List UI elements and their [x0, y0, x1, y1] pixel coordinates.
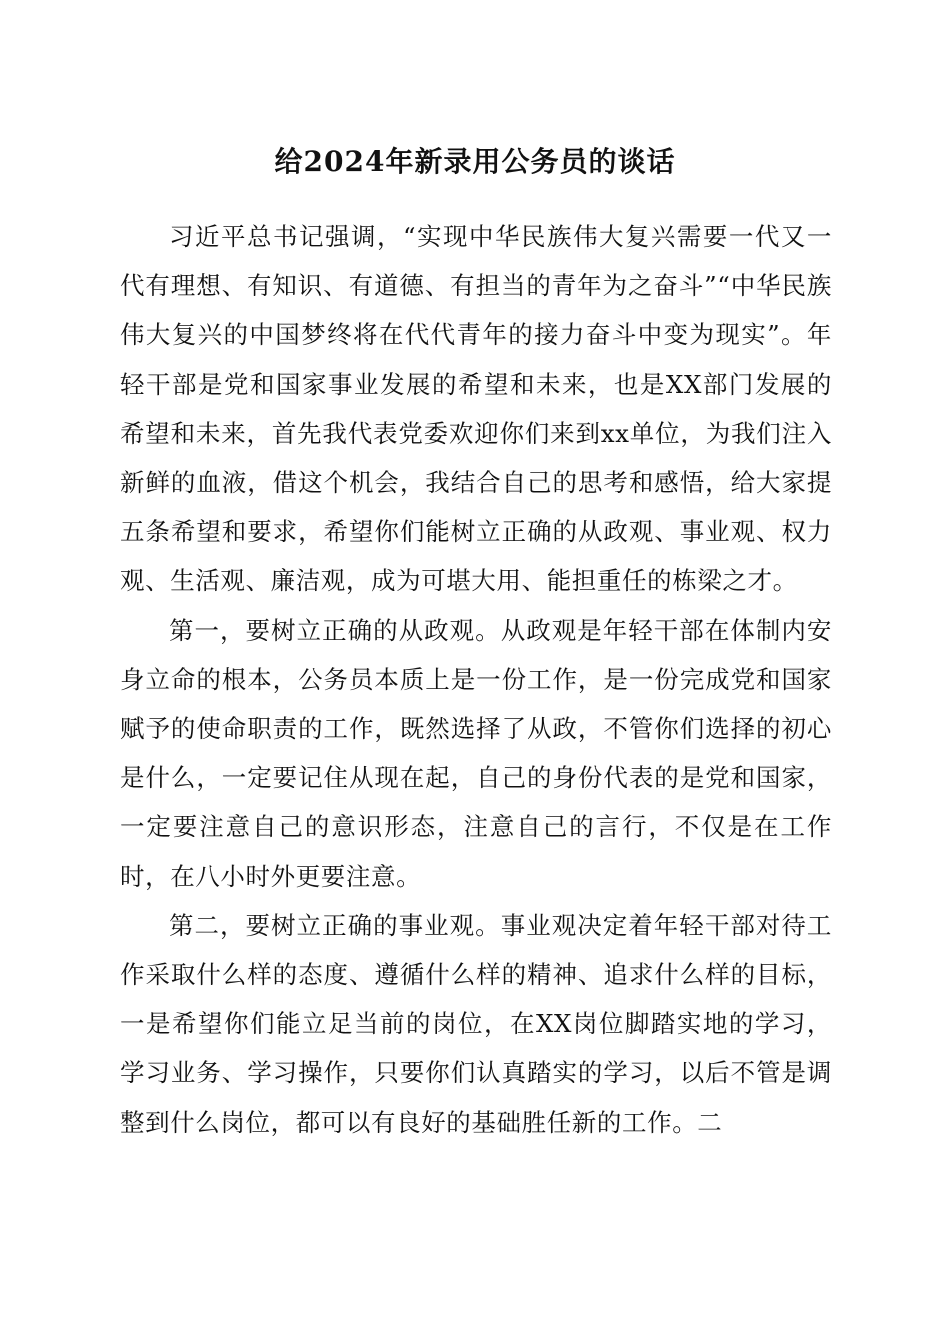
- paragraph-intro: 习近平总书记强调，“实现中华民族伟大复兴需要一代又一代有理想、有知识、有道德、有担当的青年为之奋斗”“中华民族伟大复兴的中国梦终将在代代青年的接力奋斗中变为现实”。年轻干部是党和国家事业发展的希望和未来，也是XX部门发展的希望和未来，首先我代表党委欢迎你们来到xx单位，为我们注入新鲜的血液，借这个机会，我结合自己的思考和感悟，给大家提五条希望和要求，希望你们能树立正确的从政观、事业观、权力观、生活观、廉洁观，成为可堪大用、能担重任的栋梁之才。: [120, 222, 832, 596]
- paragraph-second-point: 第二，要树立正确的事业观。事业观决定着年轻干部对待工作采取什么样的态度、遵循什么样的精神、追求什么样的目标，一是希望你们能立足当前的岗位，在XX岗位脚踏实地的学习，学习业务、学习操作，只要你们认真踏实的学习，以后不管是调整到什么岗位，都可以有良好的基础胜任新的工作。二: [120, 910, 832, 1137]
- paragraph-first-point: 第一，要树立正确的从政观。从政观是年轻干部在体制内安身立命的根本，公务员本质上是一份工作，是一份完成党和国家赋予的使命职责的工作，既然选择了从政，不管你们选择的初心是什么，一定要记住从现在起，自己的身份代表的是党和国家，一定要注意自己的意识形态，注意自己的言行，不仅是在工作时，在八小时外更要注意。: [120, 615, 832, 891]
- document-body: [120, 212, 832, 1147]
- document-title: 给2024年新录用公务员的谈话: [274, 145, 676, 178]
